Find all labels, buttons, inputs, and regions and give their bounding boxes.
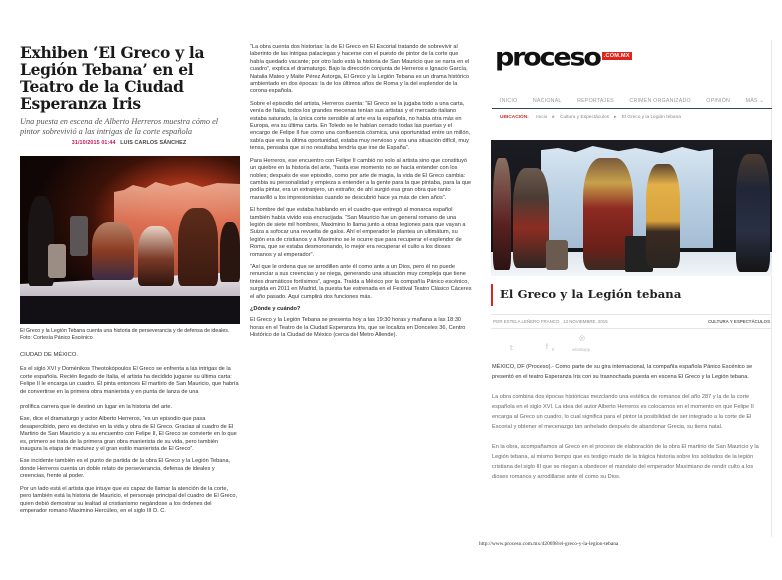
breadcrumb-separator-icon: ► — [551, 114, 556, 119]
prop-stump — [546, 240, 568, 270]
paragraph: “Así que le ordena que se arrodillen ante él como ante a un Dios, pero él no puede renunciar a sus creencias y se niega, generando una situación muy compleja que tiene tintes dramáticos fortísimos”, agrega. Traída a México por la compañía Pánico escénico, surgida en 2011 en Madrid, la puesta fue estrenada en el Festival Teatro Clásico Cáceres el año pasado. Aquí cumplirá dos funciones más. — [250, 263, 472, 300]
actor-figure — [646, 164, 680, 268]
paragraph: prolífica carrera que le destinó un lugar en la historia del arte. — [20, 404, 173, 411]
paragraph: Sobre el episodio del artista, Herreros cuenta: “El Greco se la jugaba todo a una carta, venía de Italia, todos los grandes mecenas tenían sus artistas y el mercado italiano estaba saturado, la única corte sensible al arte era la española, no había otra más en Europa, era su última carta. En Toledo se le habían cerrado todas las puertas y el encargo de Felipe II fue como una confluencia cósmica, una oportunidad entre un millón, sabía que era la última oportunidad, estaba muy nervioso y era una situación difícil, muy tensa, pensaba que si no resultaba tendría que irse de España”. — [250, 100, 471, 152]
breadcrumb — [500, 114, 681, 120]
facebook-share-count: 0 — [552, 347, 555, 352]
prop-stump — [70, 216, 88, 256]
actor-figure — [92, 222, 134, 280]
paragraph: El hombre del que estaba hablando en el cuadro que entregó al monarca español también había vivido esa encrucijada. “San Mauricio fue un general romano de una legión de siete mil hombres, Maximino lo llama junto a otras legiones para que vayan a Suiza a sofocar una revuelta de galos. Ahí el emperador le plantea un ultimátum, su legión era de cristianos y a Maximino se le ocurre que para recuperar el esplendor de Roma, que se estaba desmoronando, lo mejor era recuperar el culto a los dioses romanos y al emperador”. — [250, 207, 466, 258]
paragraph: “La obra cuenta dos historias: la de El Greco en El Escorial tratando de sobrevivir al laberinto de las intrigas palaciegas y hacerse con el puesto de pintor de la corte que había quedado vacante; por otro lado está la historia de San Mauricio que se narra en el cuadro”, explica el dramaturgo. Bajo la dirección conjunta de Herreros e Ignacio García, Natalia Mateo y Maite Pérez Astorga, El Greco y la Legión Tebana es un drama histórico ambientado en dos épocas: la de los últimos años de Roma y la del esplendor de la corona española. — [250, 44, 470, 95]
paragraph: MÉXICO, DF (Proceso).- Como parte de su gira internacional, la compañía española Pánico Escénico se presentó en el teatro Esperanza Iris con su trasnochada puesta en escena El Greco y la Legión tebana. — [492, 364, 753, 380]
paragraph: En la obra, acompañamos al Greco en el proceso de elaboración de la obra El martirio de San Mauricio y la Legión tebana, al mismo tiempo que es testigo mudo de la trágica historia sobre los soldados de la legión cristiana del siglo III que se niegan a obedecer el mandato del emperador Maximiano de rendir culto a los dioses romanos y arrodillarse ante él como su Dios. — [492, 444, 759, 480]
logo-wordmark: proceso — [495, 43, 600, 72]
actor-figure — [220, 222, 240, 282]
actor-figure — [493, 158, 511, 270]
nav-item-opinion[interactable]: OPINIÓN — [706, 98, 731, 104]
stage-edge — [20, 296, 240, 324]
actor-figure — [178, 208, 218, 286]
paragraph: Por un lado está el artista que intuye que es capaz de llamar la atención de la corte, pero también está la historia de Mauricio, el personaje principal del cuadro de El Greco, quien debió demostrar su lealtad al cristianismo negándose a los órdenes del emperador romano Maximino Hercúleo, en el siglo III D. C. — [20, 485, 238, 514]
subhead: Una puesta en escena de Alberto Herreros muestra cómo el pintor sobrevivió a las intrigas de la corte española — [20, 117, 219, 136]
nav-item-mas-dropdown[interactable]: MÁS ⌄ — [745, 98, 764, 104]
paragraph: Es el siglo XVI y Doménikos Theotokópoulos El Greco se enfrenta a las intrigas de la corte española. Recién llegado de Italia, el artista ha decidido jugarse su última carta: Felipe II le encarga un cuadro. Él pinta entonces El martirio de San Mauricio, que habría de convertirse en la primera obra manierista y en punta de lanza de una — [20, 366, 239, 395]
publish-date: 31/10/2015 01:44 — [71, 140, 116, 146]
breadcrumb-current: El Greco y la Legión tebana — [621, 115, 681, 120]
article-title: El Greco y la Legión tebana — [500, 287, 682, 301]
stage-photo-right — [491, 140, 772, 276]
logo-badge: .COM.MX — [603, 53, 630, 59]
facebook-icon[interactable]: f — [546, 344, 548, 351]
article-category[interactable]: CULTURA Y ESPECTÁCULOS — [707, 319, 770, 324]
twitter-icon[interactable]: 𝕥 — [510, 345, 514, 352]
actor-figure — [736, 154, 770, 272]
article-meta — [491, 314, 772, 329]
stage-photo-left — [20, 156, 240, 324]
paragraph: Ese, dice el dramaturgo y actor Alberto Herreros, “es un episodio que pasa desapercibido, pero es decisivo en la vida y obra de El Greco. Gracias al cuadro de El Martirio de San Mauricio y a su encuentro con Felipe II, El Greco se convierte en lo que es, primero se trata de la primera gran obra manierista de su vida, pero también inaugura la etapa de madurez y el gran estilo manierista de El Greco”. — [20, 416, 237, 453]
proceso-webpage — [490, 40, 782, 540]
nav-item-inicio[interactable]: INICIO — [500, 98, 518, 104]
share-bar — [500, 334, 700, 358]
where-when-heading: ¿Dónde y cuándo? — [250, 306, 301, 312]
proceso-article-body — [492, 362, 764, 492]
actor-figure — [513, 168, 549, 268]
nav-item-reportajes[interactable]: REPORTAJES — [577, 98, 614, 104]
photo-caption: El Greco y la Legión Tebana cuenta una historia de perseverancia y de defensa de ideales. Foto: Cortesía Pánico Escénico — [20, 328, 230, 341]
nav-item-nacional[interactable]: NACIONAL — [532, 98, 562, 104]
paragraph: Ese incidente también es el punto de partida de la obra El Greco y la Legión Tebana, donde Herreros cuenta un doble relato de perseverancia, defensa de ideales y creencias, frente al poder. — [20, 458, 231, 480]
article-body-left — [20, 352, 240, 520]
proceso-logo[interactable] — [495, 44, 632, 70]
article-byline: POR ESTELA LEÑERO FRANCO , 13 NOVIEMBRE, 2015 — [493, 319, 608, 324]
whatsapp-label[interactable]: whatsapp — [572, 347, 590, 352]
byline — [20, 140, 238, 146]
excelsior-clipping-header — [20, 44, 238, 164]
headline: Exhiben ‘El Greco y la Legión Tebana’ en el Teatro de la Ciudad Esperanza Iris — [20, 43, 205, 113]
main-nav — [492, 97, 772, 109]
proceso-source-url[interactable]: http://www.proceso.com.mx/420698/el-greco-y-la-legion-tebana — [479, 541, 619, 547]
proceso-frame — [490, 40, 772, 537]
breadcrumb-separator-icon: ► — [613, 114, 618, 119]
article-title-block — [491, 284, 772, 306]
nav-item-crimen-organizado[interactable]: CRIMEN ORGANIZADO — [629, 98, 691, 104]
prop-stump — [48, 244, 66, 278]
where-when-text: El Greco y la Legión Tebana se presenta hoy a las 19:30 horas y mañana a las 18:30 horas en el Teatro de la Ciudad Esperanza Iris, que se localiza en Donceles 36, Centro Histórico de la Ciudad de México (cerca del Metro Allende). — [250, 317, 466, 339]
whatsapp-icon[interactable]: ◎ — [579, 335, 586, 342]
article-body-middle — [250, 44, 472, 345]
paragraph: Para Herreros, ese encuentro con Felipe II cambió no solo al artista sino que constituyó un quiebre en la historia del arte, “hasta ese momento no se hacía entender con los nobles; después de ese episodio, como por arte de magia, la vida de El Greco cambia: cambia su personalidad y empieza a entender a la gente para la que pintaba, para la que podía pintar, era un extranjero, un extraño; de ahí surgió esa gran obra que tanto maravilló a los impresionistas cuando se descubrió hace ya más de cien años”. — [250, 157, 472, 201]
breadcrumb-label: UBICACIÓN: — [500, 115, 529, 120]
breadcrumb-cultura[interactable]: Cultura y Espectáculos — [559, 115, 610, 120]
author: LUIS CARLOS SÁNCHEZ — [120, 140, 187, 146]
dateline: CIUDAD DE MÉXICO. — [20, 352, 78, 358]
paragraph: La obra combina dos épocas históricas mezclando una estética de romanos del año 287 y la de la corte española en el siglo XVI. La idea del autor Alberto Herreros es colocarnos en el momento en que Felipe II encarga al Greco un cuadro, lo cual significa para el pintor la posibilidad de ser integrado a la corte de El Escorial y obtener el mecenazgo tan anhelado después de abandonar Grecia, su tierra natal. — [492, 394, 754, 430]
breadcrumb-inicio[interactable]: Inicio — [536, 115, 548, 120]
actor-figure — [138, 226, 174, 286]
